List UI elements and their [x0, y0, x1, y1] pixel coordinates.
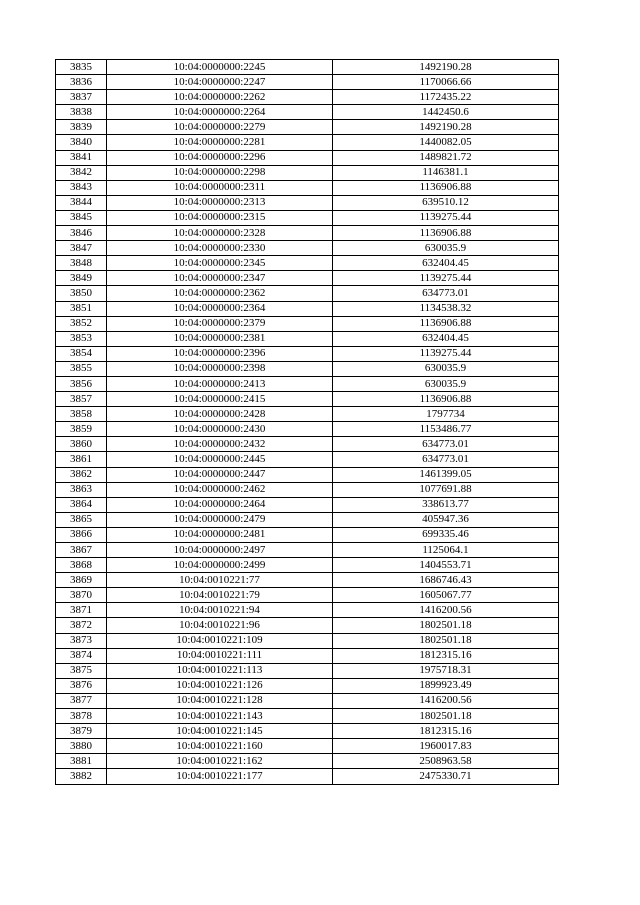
table-row: [56, 195, 559, 210]
value-cell: 1125064.1: [333, 543, 559, 558]
table-row: [56, 618, 559, 633]
table-row: [56, 316, 559, 331]
value-cell: 634773.01: [333, 286, 559, 301]
table-row: [56, 346, 559, 361]
row-number-cell: 3849: [56, 271, 107, 286]
row-number-cell: 3867: [56, 543, 107, 558]
row-number-cell: 3878: [56, 709, 107, 724]
value-cell: 2475330.71: [333, 769, 559, 784]
value-cell: 1170066.66: [333, 75, 559, 90]
table-row: [56, 648, 559, 663]
value-cell: 632404.45: [333, 331, 559, 346]
value-cell: 1136906.88: [333, 316, 559, 331]
value-cell: 630035.9: [333, 376, 559, 391]
row-number-cell: 3875: [56, 663, 107, 678]
cadastral-number-cell: 10:04:0010221:126: [107, 678, 333, 693]
row-number-cell: 3866: [56, 527, 107, 542]
value-cell: 630035.9: [333, 241, 559, 256]
table-row: [56, 754, 559, 769]
value-cell: 1136906.88: [333, 226, 559, 241]
cadastral-number-cell: 10:04:0000000:2262: [107, 90, 333, 105]
row-number-cell: 3846: [56, 226, 107, 241]
table-row: [56, 437, 559, 452]
table-row: [56, 467, 559, 482]
cadastral-number-cell: 10:04:0000000:2445: [107, 452, 333, 467]
row-number-cell: 3862: [56, 467, 107, 482]
row-number-cell: 3853: [56, 331, 107, 346]
value-cell: 1153486.77: [333, 422, 559, 437]
table-row: [56, 693, 559, 708]
row-number-cell: 3873: [56, 633, 107, 648]
row-number-cell: 3869: [56, 573, 107, 588]
table-row: [56, 271, 559, 286]
value-cell: 634773.01: [333, 452, 559, 467]
table-row: [56, 497, 559, 512]
table-row: [56, 573, 559, 588]
table-row: [56, 543, 559, 558]
table-row: [56, 60, 559, 75]
value-cell: 1812315.16: [333, 724, 559, 739]
table-row: [56, 361, 559, 376]
row-number-cell: 3838: [56, 105, 107, 120]
table-row: [56, 331, 559, 346]
cadastral-number-cell: 10:04:0000000:2379: [107, 316, 333, 331]
value-cell: 1136906.88: [333, 392, 559, 407]
table-row: [56, 482, 559, 497]
table-row: [56, 180, 559, 195]
table-row: [56, 150, 559, 165]
row-number-cell: 3836: [56, 75, 107, 90]
row-number-cell: 3879: [56, 724, 107, 739]
table-row: [56, 678, 559, 693]
cadastral-number-cell: 10:04:0000000:2245: [107, 60, 333, 75]
cadastral-number-cell: 10:04:0000000:2347: [107, 271, 333, 286]
row-number-cell: 3882: [56, 769, 107, 784]
value-cell: 1802501.18: [333, 618, 559, 633]
cadastral-number-cell: 10:04:0000000:2279: [107, 120, 333, 135]
row-number-cell: 3842: [56, 165, 107, 180]
row-number-cell: 3843: [56, 180, 107, 195]
value-cell: 1489821.72: [333, 150, 559, 165]
cadastral-number-cell: 10:04:0010221:113: [107, 663, 333, 678]
value-cell: 1139275.44: [333, 271, 559, 286]
row-number-cell: 3845: [56, 210, 107, 225]
table-row: [56, 105, 559, 120]
table-row: [56, 633, 559, 648]
row-number-cell: 3865: [56, 512, 107, 527]
cadastral-number-cell: 10:04:0010221:143: [107, 709, 333, 724]
cadastral-number-cell: 10:04:0010221:162: [107, 754, 333, 769]
row-number-cell: 3856: [56, 376, 107, 391]
row-number-cell: 3858: [56, 407, 107, 422]
cadastral-number-cell: 10:04:0000000:2464: [107, 497, 333, 512]
value-cell: 630035.9: [333, 361, 559, 376]
value-cell: 1492190.28: [333, 60, 559, 75]
table-row: [56, 739, 559, 754]
cadastral-number-cell: 10:04:0010221:96: [107, 618, 333, 633]
value-cell: 1686746.43: [333, 573, 559, 588]
table-row: [56, 120, 559, 135]
value-cell: 1492190.28: [333, 120, 559, 135]
cadastral-number-cell: 10:04:0000000:2413: [107, 376, 333, 391]
row-number-cell: 3871: [56, 603, 107, 618]
table-row: [56, 558, 559, 573]
row-number-cell: 3863: [56, 482, 107, 497]
table-row: [56, 165, 559, 180]
value-cell: 338613.77: [333, 497, 559, 512]
value-cell: 699335.46: [333, 527, 559, 542]
row-number-cell: 3861: [56, 452, 107, 467]
cadastral-number-cell: 10:04:0010221:145: [107, 724, 333, 739]
row-number-cell: 3870: [56, 588, 107, 603]
cadastral-number-cell: 10:04:0000000:2499: [107, 558, 333, 573]
value-cell: 1146381.1: [333, 165, 559, 180]
cadastral-number-cell: 10:04:0000000:2362: [107, 286, 333, 301]
row-number-cell: 3880: [56, 739, 107, 754]
cadastral-number-cell: 10:04:0000000:2432: [107, 437, 333, 452]
value-cell: 1139275.44: [333, 346, 559, 361]
cadastral-number-cell: 10:04:0000000:2264: [107, 105, 333, 120]
row-number-cell: 3839: [56, 120, 107, 135]
cadastral-number-cell: 10:04:0000000:2479: [107, 512, 333, 527]
row-number-cell: 3872: [56, 618, 107, 633]
cadastral-number-cell: 10:04:0000000:2298: [107, 165, 333, 180]
value-cell: 632404.45: [333, 256, 559, 271]
cadastral-number-cell: 10:04:0000000:2247: [107, 75, 333, 90]
value-cell: 1899923.49: [333, 678, 559, 693]
table-row: [56, 407, 559, 422]
row-number-cell: 3868: [56, 558, 107, 573]
row-number-cell: 3850: [56, 286, 107, 301]
table-row: [56, 527, 559, 542]
row-number-cell: 3859: [56, 422, 107, 437]
row-number-cell: 3835: [56, 60, 107, 75]
value-cell: 1077691.88: [333, 482, 559, 497]
row-number-cell: 3837: [56, 90, 107, 105]
table-row: [56, 452, 559, 467]
cadastral-number-cell: 10:04:0000000:2428: [107, 407, 333, 422]
cadastral-number-cell: 10:04:0000000:2447: [107, 467, 333, 482]
cadastral-number-cell: 10:04:0000000:2462: [107, 482, 333, 497]
table-row: [56, 769, 559, 784]
cadastral-number-cell: 10:04:0000000:2330: [107, 241, 333, 256]
row-number-cell: 3855: [56, 361, 107, 376]
cadastral-number-cell: 10:04:0010221:111: [107, 648, 333, 663]
cadastral-number-cell: 10:04:0000000:2497: [107, 543, 333, 558]
cadastral-number-cell: 10:04:0000000:2364: [107, 301, 333, 316]
table-row: [56, 724, 559, 739]
cadastral-number-cell: 10:04:0000000:2313: [107, 195, 333, 210]
table-row: [56, 256, 559, 271]
table-body: [56, 60, 559, 785]
cadastral-number-cell: 10:04:0010221:128: [107, 693, 333, 708]
value-cell: 1605067.77: [333, 588, 559, 603]
table-row: [56, 135, 559, 150]
cadastral-number-cell: 10:04:0010221:109: [107, 633, 333, 648]
cadastral-number-cell: 10:04:0000000:2381: [107, 331, 333, 346]
value-cell: 634773.01: [333, 437, 559, 452]
cadastral-number-cell: 10:04:0010221:177: [107, 769, 333, 784]
value-cell: 1802501.18: [333, 709, 559, 724]
value-cell: 1461399.05: [333, 467, 559, 482]
row-number-cell: 3851: [56, 301, 107, 316]
cadastral-number-cell: 10:04:0010221:79: [107, 588, 333, 603]
row-number-cell: 3847: [56, 241, 107, 256]
row-number-cell: 3864: [56, 497, 107, 512]
value-cell: 1136906.88: [333, 180, 559, 195]
table-row: [56, 392, 559, 407]
row-number-cell: 3854: [56, 346, 107, 361]
table-row: [56, 588, 559, 603]
table-row: [56, 301, 559, 316]
table-row: [56, 376, 559, 391]
cadastral-number-cell: 10:04:0000000:2415: [107, 392, 333, 407]
value-cell: 1134538.32: [333, 301, 559, 316]
cadastral-number-cell: 10:04:0000000:2281: [107, 135, 333, 150]
row-number-cell: 3860: [56, 437, 107, 452]
cadastral-number-cell: 10:04:0000000:2398: [107, 361, 333, 376]
row-number-cell: 3848: [56, 256, 107, 271]
value-cell: 1416200.56: [333, 693, 559, 708]
cadastral-number-cell: 10:04:0000000:2430: [107, 422, 333, 437]
cadastral-number-cell: 10:04:0000000:2311: [107, 180, 333, 195]
value-cell: 1812315.16: [333, 648, 559, 663]
table-row: [56, 75, 559, 90]
value-cell: 1172435.22: [333, 90, 559, 105]
value-cell: 1416200.56: [333, 603, 559, 618]
table-row: [56, 422, 559, 437]
row-number-cell: 3844: [56, 195, 107, 210]
row-number-cell: 3857: [56, 392, 107, 407]
value-cell: 639510.12: [333, 195, 559, 210]
table-row: [56, 286, 559, 301]
cadastral-number-cell: 10:04:0010221:160: [107, 739, 333, 754]
table-row: [56, 663, 559, 678]
cadastral-number-cell: 10:04:0010221:94: [107, 603, 333, 618]
row-number-cell: 3881: [56, 754, 107, 769]
table-row: [56, 603, 559, 618]
table-row: [56, 90, 559, 105]
row-number-cell: 3841: [56, 150, 107, 165]
value-cell: 1440082.05: [333, 135, 559, 150]
value-cell: 1802501.18: [333, 633, 559, 648]
row-number-cell: 3852: [56, 316, 107, 331]
value-cell: 1442450.6: [333, 105, 559, 120]
value-cell: 1139275.44: [333, 210, 559, 225]
row-number-cell: 3877: [56, 693, 107, 708]
value-cell: 1404553.71: [333, 558, 559, 573]
row-number-cell: 3840: [56, 135, 107, 150]
cadastral-number-cell: 10:04:0000000:2315: [107, 210, 333, 225]
table-row: [56, 512, 559, 527]
table-row: [56, 709, 559, 724]
value-cell: 1975718.31: [333, 663, 559, 678]
cadastral-value-table: [55, 59, 559, 785]
row-number-cell: 3874: [56, 648, 107, 663]
table-row: [56, 241, 559, 256]
row-number-cell: 3876: [56, 678, 107, 693]
cadastral-number-cell: 10:04:0000000:2296: [107, 150, 333, 165]
cadastral-number-cell: 10:04:0000000:2396: [107, 346, 333, 361]
value-cell: 2508963.58: [333, 754, 559, 769]
table-row: [56, 226, 559, 241]
cadastral-number-cell: 10:04:0000000:2328: [107, 226, 333, 241]
cadastral-number-cell: 10:04:0000000:2481: [107, 527, 333, 542]
cadastral-number-cell: 10:04:0000000:2345: [107, 256, 333, 271]
value-cell: 1960017.83: [333, 739, 559, 754]
cadastral-number-cell: 10:04:0010221:77: [107, 573, 333, 588]
table-row: [56, 210, 559, 225]
value-cell: 1797734: [333, 407, 559, 422]
value-cell: 405947.36: [333, 512, 559, 527]
